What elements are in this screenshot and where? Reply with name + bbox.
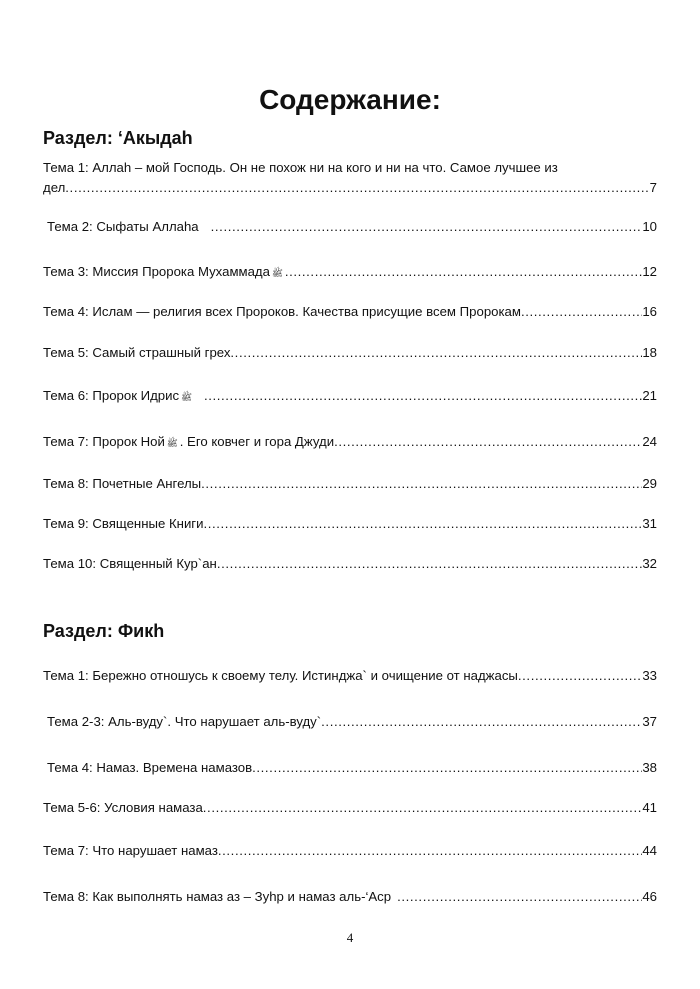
dot-leader	[397, 887, 642, 907]
toc-entry-label: Тема 5: Самый страшный грех	[43, 345, 231, 360]
toc-entry-page: 21	[642, 388, 657, 403]
toc-entry-page: 10	[642, 219, 657, 234]
toc-entry[interactable]	[43, 262, 657, 283]
toc-entry[interactable]	[43, 554, 657, 574]
pbuh-glyph: ﷺ	[166, 438, 178, 448]
toc-entry-page: 32	[642, 556, 657, 571]
toc-entry[interactable]	[43, 798, 657, 818]
toc-entry-page: 41	[642, 800, 657, 815]
toc-entry-label: Тема 5-6: Условия намаза	[43, 800, 203, 815]
toc-entry-page: 29	[642, 476, 657, 491]
toc-entry-page: 18	[642, 345, 657, 360]
toc-entry-page: 16	[642, 304, 657, 319]
dot-leader	[211, 217, 643, 237]
toc-entry-label: Тема 7: Что нарушает намаз	[43, 843, 218, 858]
toc-entry-label: Тема 8: Как выполнять намаз аз – Зуhр и намаз аль-‘Аср	[43, 889, 392, 904]
dot-leader	[201, 474, 642, 494]
toc-entry[interactable]	[47, 712, 657, 732]
toc-entry-page: 7	[649, 180, 657, 195]
dot-leader	[218, 841, 642, 861]
toc-entry-label: Тема 4: Намаз. Времена намазов	[47, 760, 253, 775]
toc-entry-label: Тема 2: Сыфаты Аллаhа	[47, 219, 199, 234]
toc-entry[interactable]	[43, 386, 657, 407]
dot-leader	[204, 386, 642, 406]
toc-entry[interactable]	[43, 158, 657, 198]
dot-leader	[518, 666, 642, 686]
dot-leader	[334, 432, 642, 452]
page-number: 4	[346, 930, 354, 945]
toc-entry-label: Тема 6: Пророк Идрис	[43, 388, 180, 403]
dot-leader	[321, 712, 642, 732]
toc-entry[interactable]	[47, 758, 657, 778]
section-heading-fiqh: Раздел: Фикh	[43, 621, 165, 641]
toc-entry-label: Тема 9: Священные Книги	[43, 516, 204, 531]
toc-entry-label: Тема 8: Почетные Ангелы	[43, 476, 202, 491]
dot-leader	[230, 343, 642, 363]
toc-entry-page: 31	[642, 516, 657, 531]
toc-entry[interactable]	[47, 217, 657, 237]
toc-entry-page: 44	[642, 843, 657, 858]
toc-entry[interactable]	[43, 887, 657, 907]
dot-leader	[203, 514, 642, 534]
toc-entry-line1: Тема 1: Аллаh – мой Господь. Он не похож ни на кого и ни на что. Самое лучшее из	[43, 160, 558, 175]
dot-leader	[65, 178, 649, 198]
pbuh-glyph: ﷺ	[271, 268, 283, 278]
toc-entry-label: Тема 1: Бережно отношусь к своему телу. Истинджа` и очищение от наджасы	[43, 668, 518, 683]
toc-entry[interactable]	[43, 302, 657, 322]
section-heading-aqida: Раздел: ‘Акыдаh	[43, 128, 193, 148]
toc-entry-label-suffix: . Его ковчег и гора Джуди	[179, 434, 335, 449]
toc-entry[interactable]	[43, 474, 657, 494]
toc-entry-page: 46	[642, 889, 657, 904]
dot-leader	[285, 262, 642, 282]
toc-entry-label: Тема 4: Ислам — религия всех Пророков. Качества присущие всем Пророкам	[43, 304, 521, 319]
toc-entry[interactable]	[43, 343, 657, 363]
toc-entry[interactable]	[43, 514, 657, 534]
toc-entry-label: Тема 2-3: Аль-вуду`. Что нарушает аль-вуду`	[47, 714, 322, 729]
dot-leader	[217, 554, 643, 574]
toc-entry-page: 33	[642, 668, 657, 683]
toc-entry-page: 38	[642, 760, 657, 775]
toc-entry-page: 24	[642, 434, 657, 449]
toc-entry-label: дел	[43, 180, 66, 195]
toc-entry[interactable]	[43, 432, 657, 453]
toc-entry-label: Тема 10: Священный Кур`ан	[43, 556, 217, 571]
toc-entry-page: 12	[642, 264, 657, 279]
toc-entry-label: Тема 3: Миссия Пророка Мухаммада	[43, 264, 270, 279]
toc-entry[interactable]	[43, 666, 657, 686]
page-title: Содержание:	[259, 84, 441, 115]
toc-entry[interactable]	[43, 841, 657, 861]
pbuh-glyph: ﷺ	[181, 392, 192, 402]
toc-entry-label: Тема 7: Пророк Ной	[43, 434, 165, 449]
dot-leader	[252, 758, 642, 778]
toc-entry-page: 37	[642, 714, 657, 729]
dot-leader	[203, 798, 643, 818]
dot-leader	[521, 302, 642, 322]
